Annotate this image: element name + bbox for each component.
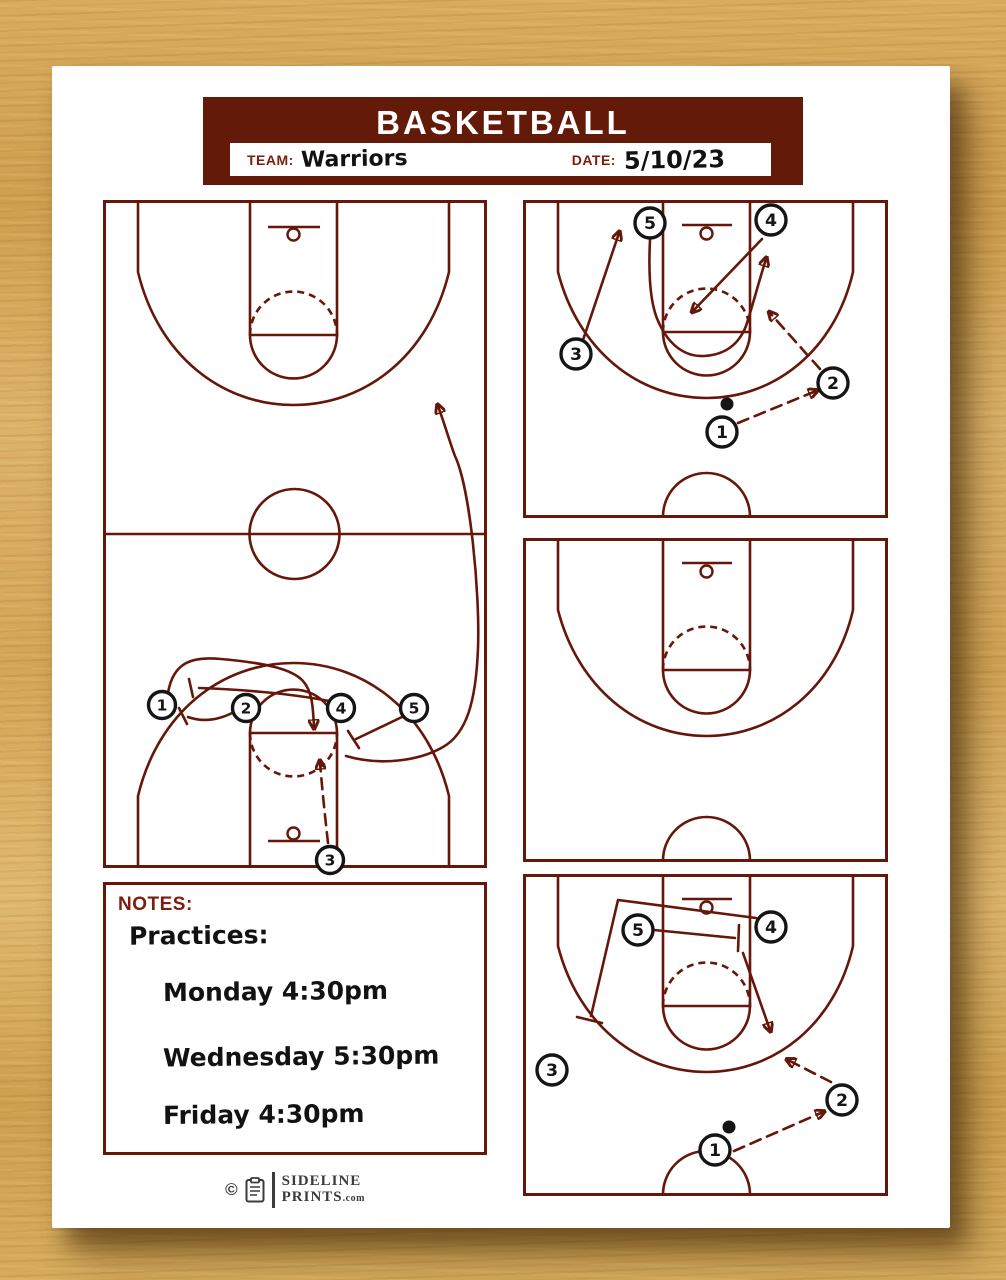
player-marker	[317, 847, 344, 874]
player-number: 2	[826, 374, 840, 395]
player-marker	[818, 368, 848, 398]
team-value: Warriors	[300, 146, 408, 173]
player-number: 4	[764, 918, 778, 939]
notes-line: Friday 4:30pm	[162, 1098, 365, 1131]
cut-line	[356, 717, 402, 739]
team-label: TEAM:	[247, 151, 294, 168]
player-marker	[635, 208, 665, 238]
brand-divider	[272, 1172, 275, 1208]
half-court-top-right-diagram	[523, 200, 888, 518]
header-band	[203, 97, 803, 185]
player-number: 2	[240, 699, 252, 718]
player-marker	[328, 695, 355, 722]
notes-label: NOTES:	[118, 894, 193, 915]
pass-arrow	[738, 391, 816, 423]
screen-bar	[577, 1017, 602, 1023]
date-value: 5/10/23	[623, 144, 726, 175]
player-marker	[561, 339, 591, 369]
player-marker	[623, 915, 653, 945]
half-court-bottom-right-diagram	[523, 874, 888, 1196]
notes-line: Wednesday 5:30pm	[162, 1040, 440, 1073]
pass-arrow	[320, 762, 328, 843]
player-marker	[149, 692, 176, 719]
cut-line	[693, 239, 762, 311]
player-number: 4	[764, 211, 778, 232]
player-number: 2	[835, 1091, 849, 1112]
basketball-dot	[721, 398, 734, 411]
player-marker	[700, 1135, 730, 1165]
play-sheet	[52, 66, 950, 1228]
player-number: 1	[708, 1141, 722, 1162]
player-number: 3	[569, 345, 583, 366]
cut-line	[188, 712, 234, 720]
basketball-dot	[723, 1121, 736, 1134]
full-court-diagram	[103, 200, 487, 868]
cut-line	[591, 900, 756, 1016]
brand-name-top: SIDELINE	[281, 1173, 362, 1190]
player-number: 5	[631, 921, 645, 942]
player-number: 3	[324, 851, 336, 870]
player-number: 4	[335, 699, 347, 718]
cut-line	[583, 233, 619, 340]
cut-line	[654, 930, 735, 938]
player-marker	[233, 695, 260, 722]
player-number: 5	[643, 214, 657, 235]
brand-name-bottom: PRINTS.com	[281, 1189, 365, 1205]
half-court-middle-right-diagram	[523, 538, 888, 862]
player-marker	[707, 417, 737, 447]
clipboard-icon	[245, 1177, 265, 1203]
copyright-icon: ©	[225, 1180, 238, 1199]
pass-arrow	[734, 1112, 823, 1151]
screen-bar	[738, 925, 739, 951]
screen-bar	[189, 679, 193, 697]
player-number: 3	[545, 1061, 559, 1082]
player-marker	[827, 1085, 857, 1115]
sheet-title: BASKETBALL	[376, 104, 630, 141]
notes-line: Practices:	[128, 920, 269, 951]
player-number: 1	[715, 423, 729, 444]
pass-arrow	[788, 1060, 831, 1082]
player-marker	[401, 695, 428, 722]
brand-text	[282, 1174, 365, 1206]
notes-box	[103, 882, 487, 1155]
player-number: 1	[156, 696, 168, 715]
player-number: 5	[408, 699, 420, 718]
player-marker	[756, 205, 786, 235]
date-label: DATE:	[571, 151, 616, 168]
pass-arrow	[770, 313, 820, 369]
team-date-bar	[230, 143, 771, 176]
player-marker	[756, 912, 786, 942]
notes-line: Monday 4:30pm	[162, 975, 389, 1008]
brand-logo	[103, 1164, 487, 1216]
player-marker	[537, 1055, 567, 1085]
